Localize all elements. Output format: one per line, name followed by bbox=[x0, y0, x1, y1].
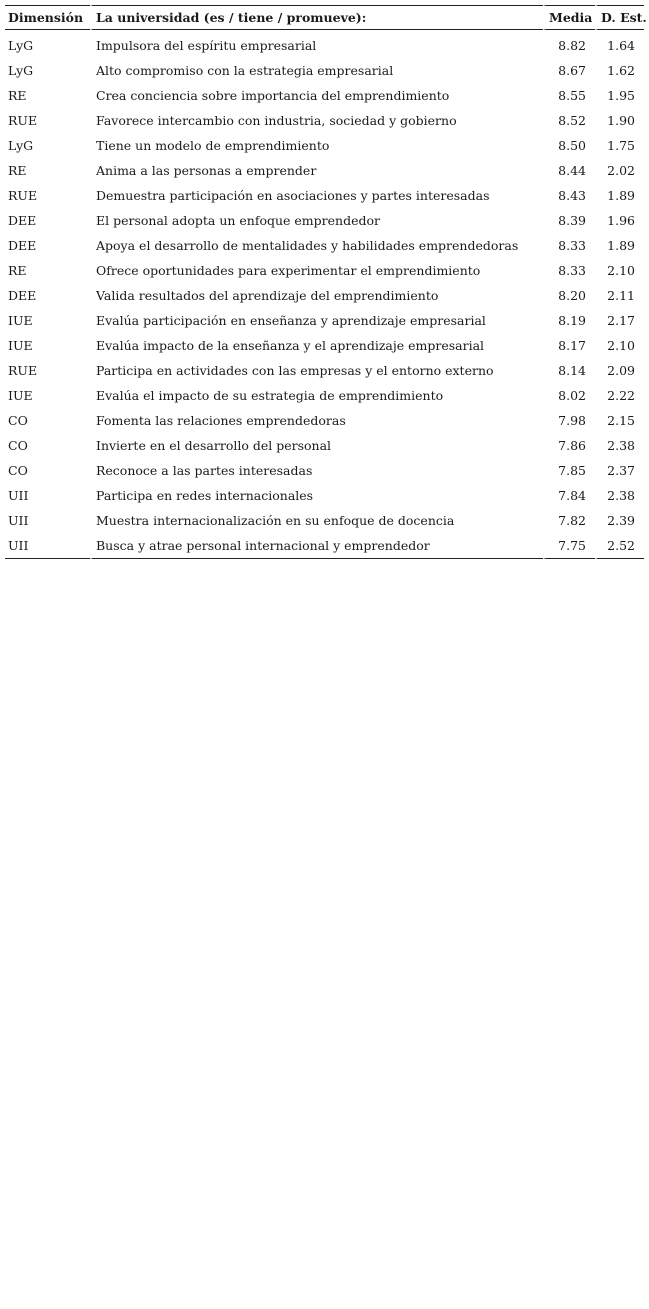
cell-dimension: IUE bbox=[8, 388, 33, 403]
table-row bbox=[5, 458, 644, 483]
cell-mean: 8.55 bbox=[543, 83, 595, 108]
cell-dimension: DEE bbox=[8, 238, 37, 253]
cell-mean: 8.02 bbox=[543, 383, 595, 408]
table-row bbox=[5, 533, 644, 559]
table-row bbox=[5, 133, 644, 158]
table-row bbox=[5, 30, 644, 58]
cell-sd: 2.52 bbox=[595, 533, 644, 559]
cell-mean: 8.43 bbox=[543, 183, 595, 208]
cell-mean: 7.98 bbox=[543, 408, 595, 433]
cell-statement: Impulsora del espíritu empresarial bbox=[90, 30, 543, 58]
cell-dimension: LyG bbox=[8, 63, 34, 78]
cell-sd: 1.90 bbox=[595, 108, 644, 133]
cell-statement: Reconoce a las partes interesadas bbox=[90, 458, 543, 483]
cell-dimension: LyG bbox=[8, 138, 34, 153]
cell-dimension: RE bbox=[8, 263, 27, 278]
cell-mean: 7.75 bbox=[543, 533, 595, 559]
cell-statement: Crea conciencia sobre importancia del emprendimiento bbox=[90, 83, 543, 108]
cell-sd: 1.64 bbox=[595, 30, 644, 58]
table-row bbox=[5, 333, 644, 358]
cell-dimension: DEE bbox=[8, 213, 37, 228]
table-row bbox=[5, 183, 644, 208]
cell-sd: 1.75 bbox=[595, 133, 644, 158]
cell-sd: 2.39 bbox=[595, 508, 644, 533]
cell-mean: 7.84 bbox=[543, 483, 595, 508]
cell-dimension: RE bbox=[8, 88, 27, 103]
header-dimension: Dimensión bbox=[5, 5, 90, 30]
cell-mean: 8.82 bbox=[543, 30, 595, 58]
header-statement: La universidad (es / tiene / promueve): bbox=[90, 5, 543, 30]
cell-mean: 8.39 bbox=[543, 208, 595, 233]
cell-statement: Fomenta las relaciones emprendedoras bbox=[90, 408, 543, 433]
table-row bbox=[5, 233, 644, 258]
cell-statement: Favorece intercambio con industria, sociedad y gobierno bbox=[90, 108, 543, 133]
cell-mean: 8.20 bbox=[543, 283, 595, 308]
table-row bbox=[5, 483, 644, 508]
cell-sd: 2.09 bbox=[595, 358, 644, 383]
cell-dimension: RUE bbox=[8, 188, 38, 203]
cell-statement: Apoya el desarrollo de mentalidades y habilidades emprendedoras bbox=[90, 233, 543, 258]
cell-mean: 8.17 bbox=[543, 333, 595, 358]
cell-statement: Evalúa participación en enseñanza y aprendizaje empresarial bbox=[90, 308, 543, 333]
header-mean: Media bbox=[543, 5, 595, 30]
table-body bbox=[5, 30, 644, 559]
cell-statement: Alto compromiso con la estrategia empresarial bbox=[90, 58, 543, 83]
cell-mean: 8.19 bbox=[543, 308, 595, 333]
cell-dimension: CO bbox=[8, 413, 28, 428]
cell-mean: 8.33 bbox=[543, 258, 595, 283]
cell-mean: 8.14 bbox=[543, 358, 595, 383]
cell-mean: 8.44 bbox=[543, 158, 595, 183]
cell-sd: 2.38 bbox=[595, 483, 644, 508]
table-row bbox=[5, 308, 644, 333]
table-row bbox=[5, 283, 644, 308]
cell-sd: 1.89 bbox=[595, 183, 644, 208]
table-row bbox=[5, 508, 644, 533]
table-row bbox=[5, 433, 644, 458]
cell-sd: 2.10 bbox=[595, 333, 644, 358]
cell-sd: 2.38 bbox=[595, 433, 644, 458]
cell-dimension: RUE bbox=[8, 363, 38, 378]
table-row bbox=[5, 158, 644, 183]
cell-statement: Participa en actividades con las empresas y el entorno externo bbox=[90, 358, 543, 383]
cell-dimension: CO bbox=[8, 463, 28, 478]
cell-statement: Valida resultados del aprendizaje del emprendimiento bbox=[90, 283, 543, 308]
cell-statement: Busca y atrae personal internacional y emprendedor bbox=[90, 533, 543, 559]
cell-mean: 7.85 bbox=[543, 458, 595, 483]
header-sd: D. Est. bbox=[595, 5, 644, 30]
table-row bbox=[5, 58, 644, 83]
cell-dimension: DEE bbox=[8, 288, 37, 303]
cell-dimension: CO bbox=[8, 438, 28, 453]
cell-mean: 8.52 bbox=[543, 108, 595, 133]
cell-sd: 1.96 bbox=[595, 208, 644, 233]
cell-dimension: UII bbox=[5, 533, 90, 559]
cell-mean: 8.67 bbox=[543, 58, 595, 83]
cell-dimension: RE bbox=[8, 163, 27, 178]
cell-dimension: IUE bbox=[8, 338, 33, 353]
cell-sd: 2.17 bbox=[595, 308, 644, 333]
table-row bbox=[5, 108, 644, 133]
cell-dimension: RUE bbox=[8, 113, 38, 128]
cell-statement: Invierte en el desarrollo del personal bbox=[90, 433, 543, 458]
cell-statement: Participa en redes internacionales bbox=[90, 483, 543, 508]
table-row bbox=[5, 358, 644, 383]
cell-statement: Tiene un modelo de emprendimiento bbox=[90, 133, 543, 158]
cell-statement: Evalúa impacto de la enseñanza y el aprendizaje empresarial bbox=[90, 333, 543, 358]
cell-sd: 2.37 bbox=[595, 458, 644, 483]
cell-mean: 7.86 bbox=[543, 433, 595, 458]
cell-mean: 7.82 bbox=[543, 508, 595, 533]
cell-sd: 2.02 bbox=[595, 158, 644, 183]
cell-statement: Demuestra participación en asociaciones y partes interesadas bbox=[90, 183, 543, 208]
cell-dimension: LyG bbox=[8, 38, 34, 53]
cell-sd: 1.62 bbox=[595, 58, 644, 83]
table-row bbox=[5, 258, 644, 283]
cell-sd: 1.89 bbox=[595, 233, 644, 258]
table-header bbox=[5, 5, 647, 30]
table-row bbox=[5, 408, 644, 433]
cell-statement: Muestra internacionalización en su enfoque de docencia bbox=[90, 508, 543, 533]
cell-sd: 1.95 bbox=[595, 83, 644, 108]
cell-statement: Ofrece oportunidades para experimentar el emprendimiento bbox=[90, 258, 543, 283]
cell-statement: Anima a las personas a emprender bbox=[90, 158, 543, 183]
cell-sd: 2.11 bbox=[595, 283, 644, 308]
table-row bbox=[5, 383, 644, 408]
table-row bbox=[5, 208, 644, 233]
header-row bbox=[5, 5, 644, 30]
cell-mean: 8.33 bbox=[543, 233, 595, 258]
cell-dimension: UII bbox=[8, 488, 29, 503]
cell-sd: 2.10 bbox=[595, 258, 644, 283]
results-table bbox=[5, 5, 647, 559]
cell-dimension: UII bbox=[8, 513, 29, 528]
cell-sd: 2.22 bbox=[595, 383, 644, 408]
cell-dimension: IUE bbox=[8, 313, 33, 328]
cell-statement: Evalúa el impacto de su estrategia de emprendimiento bbox=[90, 383, 543, 408]
cell-statement: El personal adopta un enfoque emprendedor bbox=[90, 208, 543, 233]
table-row bbox=[5, 83, 644, 108]
cell-sd: 2.15 bbox=[595, 408, 644, 433]
cell-mean: 8.50 bbox=[543, 133, 595, 158]
